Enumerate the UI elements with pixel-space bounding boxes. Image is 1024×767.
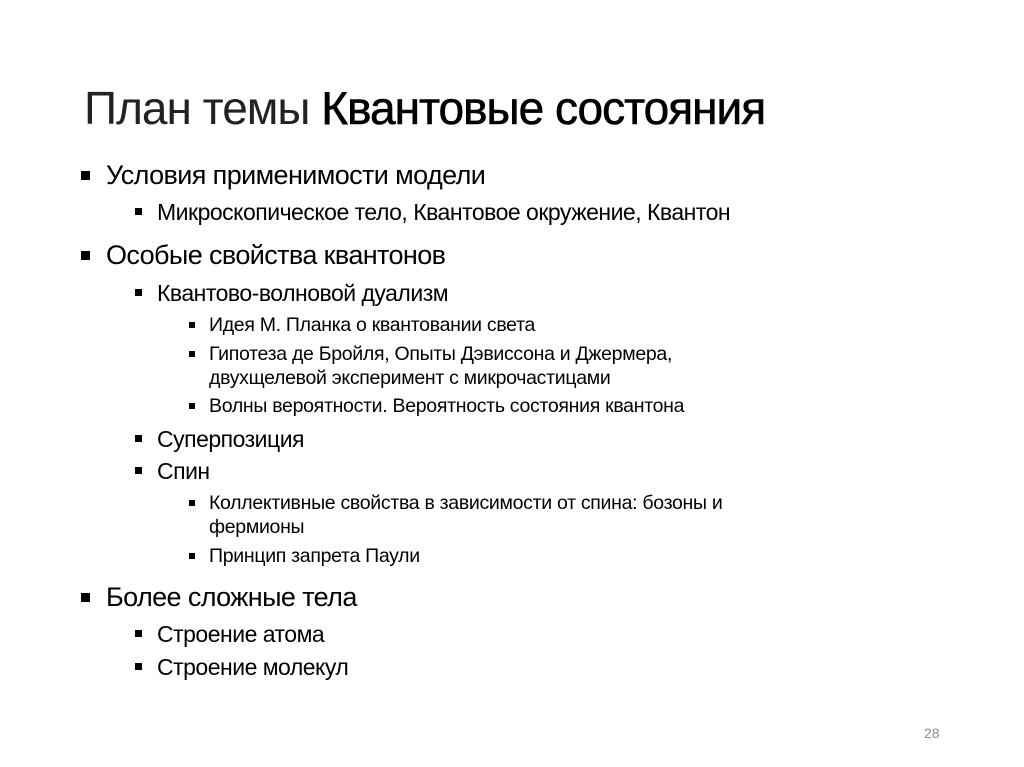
outline-item-level3 <box>209 313 535 337</box>
square-bullet-icon <box>81 251 90 260</box>
outline-item-label: Строение атома <box>157 621 325 647</box>
outline-item-label: Условия применимости модели <box>106 160 486 190</box>
outline-item-level2 <box>157 197 730 227</box>
title-main: Квантовые состояния <box>321 82 766 134</box>
outline-item-label: Квантово-волновой дуализм <box>157 280 449 306</box>
square-bullet-icon <box>189 322 195 328</box>
square-bullet-icon <box>135 208 142 215</box>
outline-item-level2 <box>157 652 348 682</box>
square-bullet-icon <box>81 171 90 180</box>
title-prefix: План темы <box>84 82 310 134</box>
outline-item-label: Принцип запрета Паули <box>209 545 420 567</box>
square-bullet-icon <box>135 435 142 442</box>
outline-item-level1 <box>106 158 485 192</box>
square-bullet-icon <box>81 593 90 602</box>
outline-item-level2 <box>157 456 210 486</box>
outline-item-label: Микроскопическое тело, Квантовое окружение, Квантон <box>157 199 731 225</box>
outline-item-label: Особые свойства квантонов <box>106 240 446 270</box>
outline-item-label: Идея М. Планка о квантовании света <box>209 314 536 336</box>
outline-item-level3 <box>209 342 672 390</box>
square-bullet-icon <box>135 663 142 670</box>
outline-item-level3 <box>209 544 420 568</box>
square-bullet-icon <box>189 500 195 506</box>
outline-item-label-line2: фермионы <box>209 516 305 538</box>
outline-item-label: Строение молекул <box>157 654 349 680</box>
outline-item-level3 <box>209 491 722 539</box>
outline-item-label-line2: двухщелевой эксперимент с микрочастицами <box>209 367 611 389</box>
outline-item-label-line1: Коллективные свойства в зависимости от спина: бозоны и <box>209 492 723 514</box>
outline-item-level1 <box>106 238 445 272</box>
outline-item-label: Волны вероятности. Вероятность состояния квантона <box>209 395 685 417</box>
outline-item-level3 <box>209 394 684 418</box>
outline-item-level2 <box>157 424 304 454</box>
square-bullet-icon <box>135 630 142 637</box>
slide-title <box>84 78 765 138</box>
square-bullet-icon <box>189 403 195 409</box>
square-bullet-icon <box>135 289 142 296</box>
outline-item-level2 <box>157 278 448 308</box>
outline-item-label-line1: Гипотеза де Бройля, Опыты Дэвиссона и Джермера, <box>209 343 673 365</box>
outline-item-level2 <box>157 619 324 649</box>
outline-item-label: Спин <box>157 458 210 484</box>
outline-item-label: Суперпозиция <box>157 426 305 452</box>
square-bullet-icon <box>189 351 195 357</box>
page-number: 28 <box>924 725 940 741</box>
square-bullet-icon <box>135 467 142 474</box>
square-bullet-icon <box>189 553 195 559</box>
outline-item-label: Более сложные тела <box>106 582 357 612</box>
outline-item-level1 <box>106 580 357 614</box>
